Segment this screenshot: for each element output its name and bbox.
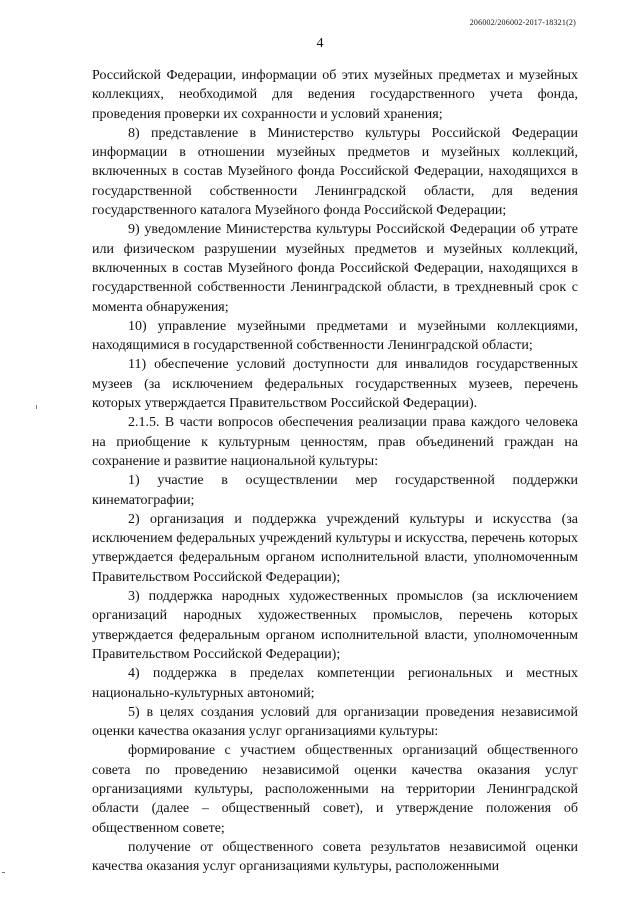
paragraph-item-11: 11) обеспечение условий доступности для инвалидов государственных музеев (за исключением федеральных государственных музеев, перечень которых утверждается Правительством Российской Федерации).: [92, 357, 578, 412]
scan-mark: [2, 872, 5, 873]
paragraph-receiving-results: получение от общественного совета результатов независимой оценки качества оказания услуг организациями культуры, расположенными: [92, 839, 578, 875]
document-id: 206002/206002-2017-18321(2): [469, 18, 576, 27]
paragraph-item-8: 8) представление в Министерство культуры Российской Федерации информации в отношении музейных предметов и музейных коллекций, включенных в состав Музейного фонда Российской Федерации, находящихся в государственной собственности Ленинградской области, для ведения государственного каталога Музейного фонда Российской Федерации;: [92, 125, 578, 219]
page-number: 4: [316, 36, 324, 51]
paragraph-sub-4: 4) поддержка в пределах компетенции региональных и местных национально-культурных автономий;: [92, 666, 578, 701]
document-body: [92, 66, 578, 876]
paragraph-sub-3: 3) поддержка народных художественных промыслов (за исключением организаций народных художественных промыслов, перечень которых утверждается федеральным органом исполнительной власти, уполномоченным Правительством Российской Федерации);: [92, 589, 578, 662]
scan-mark: [36, 405, 37, 409]
paragraph-section-2-1-5: 2.1.5. В части вопросов обеспечения реализации права каждого человека на приобщение к культурным ценностям, прав объединений граждан на сохранение и развитие национальной культуры:: [92, 415, 578, 469]
paragraph-forming-council: формирование с участием общественных организаций общественного совета по проведению независимой оценки качества оказания услуг организациями культуры, расположенными на территории Ленинградской области (далее – общественный совет), и утверждение положения об общественном совете;: [92, 743, 578, 836]
paragraph-item-10: 10) управление музейными предметами и музейными коллекциями, находящимися в государственной собственности Ленинградской области;: [92, 318, 578, 354]
paragraph-sub-1: 1) участие в осуществлении мер государственной поддержки кинематографии;: [92, 473, 578, 508]
paragraph-sub-5: 5) в целях создания условий для организации проведения независимой оценки качества оказания услуг организациями культуры:: [92, 704, 578, 740]
paragraph-continuation: Российской Федерации, информации об этих музейных предметах и музейных коллекциях, необходимой для ведения государственного учета фонда, проведения проверки их сохранности и условий хранения;: [92, 68, 578, 122]
paragraph-sub-2: 2) организация и поддержка учреждений культуры и искусства (за исключением федеральных учреждений культуры и искусства, перечень которых утверждается федеральным органом исполнительной власти, уполномоченным Правительством Российской Федерации);: [92, 511, 578, 585]
paragraph-item-9: 9) уведомление Министерства культуры Российской Федерации об утрате или физическом разрушении музейных предметов и музейных коллекций, включенных в состав Музейного фонда Российской Федерации, находящихся в государственной собственности Ленинградской области, в трехдневный срок с момента обнаружения;: [92, 222, 578, 315]
